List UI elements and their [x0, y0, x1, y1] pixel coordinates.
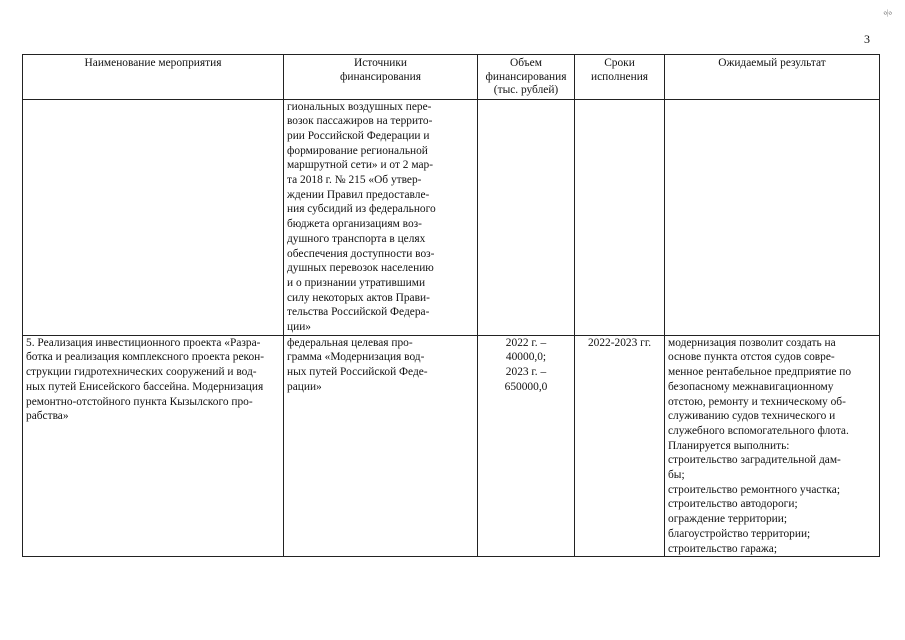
- text-line: строительство заградительной дам-: [668, 454, 841, 467]
- cell-measure-name: [23, 99, 284, 335]
- text-line: рации»: [287, 380, 322, 393]
- text-line: душного транспорта в целях: [287, 232, 426, 245]
- text-line: ния субсидий из федерального: [287, 203, 436, 216]
- text-line: маршрутной сети» и от 2 мар-: [287, 159, 434, 172]
- text-line: ждении Правил предоставле-: [287, 188, 430, 201]
- cell-timing: [575, 335, 665, 557]
- text-line: бюджета организациям воз-: [287, 218, 422, 231]
- text-line: служебного вспомогательного флота.: [668, 424, 849, 437]
- corner-mark: %: [881, 6, 894, 20]
- text-line: гиональных воздушных пере-: [287, 100, 432, 113]
- text-line: ограждение территории;: [668, 513, 788, 526]
- text-line: благоустройство территории;: [668, 527, 811, 540]
- text-line: федеральная целевая про-: [287, 336, 413, 349]
- text-line: обеспечения доступности воз-: [287, 247, 435, 260]
- cell-funding-source: [284, 335, 478, 557]
- text-line: ции»: [287, 321, 311, 334]
- text-line: ботка и реализация комплексного проекта рекон-: [26, 351, 265, 364]
- header-expected-result: [665, 55, 880, 100]
- text-line: 2022 г. –: [505, 336, 547, 349]
- cell-expected-result: [665, 99, 880, 335]
- text-line: рабства»: [26, 410, 69, 423]
- text-line: Ожидаемый результат: [718, 57, 826, 69]
- text-line: струкции гидротехнических сооружений и вод-: [26, 366, 257, 379]
- text-line: ных путей Енисейского бассейна. Модернизация: [26, 380, 264, 393]
- table-row: [23, 335, 880, 557]
- text-line: финансирования: [340, 70, 421, 83]
- text-line: ремонтно-отстойного пункта Кызылского про-: [26, 395, 253, 408]
- text-line: менное рентабельное предприятие по: [668, 366, 852, 379]
- cell-measure-name: [23, 335, 284, 557]
- text-line: возок пассажиров на террито-: [287, 115, 433, 128]
- text-line: рии Российской Федерации и: [287, 129, 430, 142]
- text-line: 2022-2023 гг.: [587, 336, 652, 349]
- text-line: силу некоторых актов Прави-: [287, 291, 430, 304]
- cell-funding-source: [284, 99, 478, 335]
- text-line: (тыс. рублей): [493, 84, 559, 96]
- text-line: строительство ремонтного участка;: [668, 483, 840, 496]
- text-line: тельства Российской Федера-: [287, 306, 430, 319]
- text-line: 40000,0;: [505, 351, 547, 364]
- measures-table: [22, 54, 880, 557]
- cell-funding-volume: [478, 335, 575, 557]
- page-number: 3: [864, 32, 870, 46]
- cell-expected-result: [665, 335, 880, 557]
- text-line: грамма «Модернизация вод-: [287, 351, 425, 364]
- text-line: строительство автодороги;: [668, 498, 798, 511]
- table-row: [23, 99, 880, 335]
- text-line: ных путей Российской Феде-: [287, 366, 428, 379]
- text-line: безопасному межнавигационному: [668, 380, 834, 393]
- text-line: та 2018 г. № 215 «Об утвер-: [287, 174, 422, 187]
- text-line: 5. Реализация инвестиционного проекта «Разра-: [26, 336, 261, 349]
- text-line: 650000,0: [504, 380, 548, 393]
- text-line: основе пункта отстоя судов совре-: [668, 351, 835, 364]
- text-line: отстою, ремонту и техническому об-: [668, 395, 846, 408]
- text-line: Сроки: [604, 57, 635, 69]
- text-line: и о признании утратившими: [287, 276, 426, 289]
- text-line: 2023 г. –: [505, 366, 547, 379]
- text-line: финансирования: [485, 70, 567, 83]
- text-line: строительство гаража;: [668, 542, 778, 555]
- table-header-row: [23, 55, 880, 100]
- header-timing: [575, 55, 665, 100]
- text-line: Источники: [353, 57, 408, 69]
- cell-funding-volume: [478, 99, 575, 335]
- text-line: душных перевозок населению: [287, 262, 434, 275]
- text-line: Объем: [510, 57, 542, 69]
- text-line: исполнения: [590, 70, 649, 83]
- text-line: модернизация позволит создать на: [668, 336, 836, 349]
- cell-timing: [575, 99, 665, 335]
- header-funding-source: [284, 55, 478, 100]
- header-measure-name: [23, 55, 284, 100]
- text-line: бы;: [668, 469, 685, 482]
- text-line: Планируется выполнить:: [668, 439, 790, 452]
- text-line: служиванию судов технического и: [668, 410, 836, 423]
- header-funding-volume: [478, 55, 575, 100]
- text-line: Наименование мероприятия: [84, 57, 222, 69]
- text-line: формирование региональной: [287, 144, 428, 157]
